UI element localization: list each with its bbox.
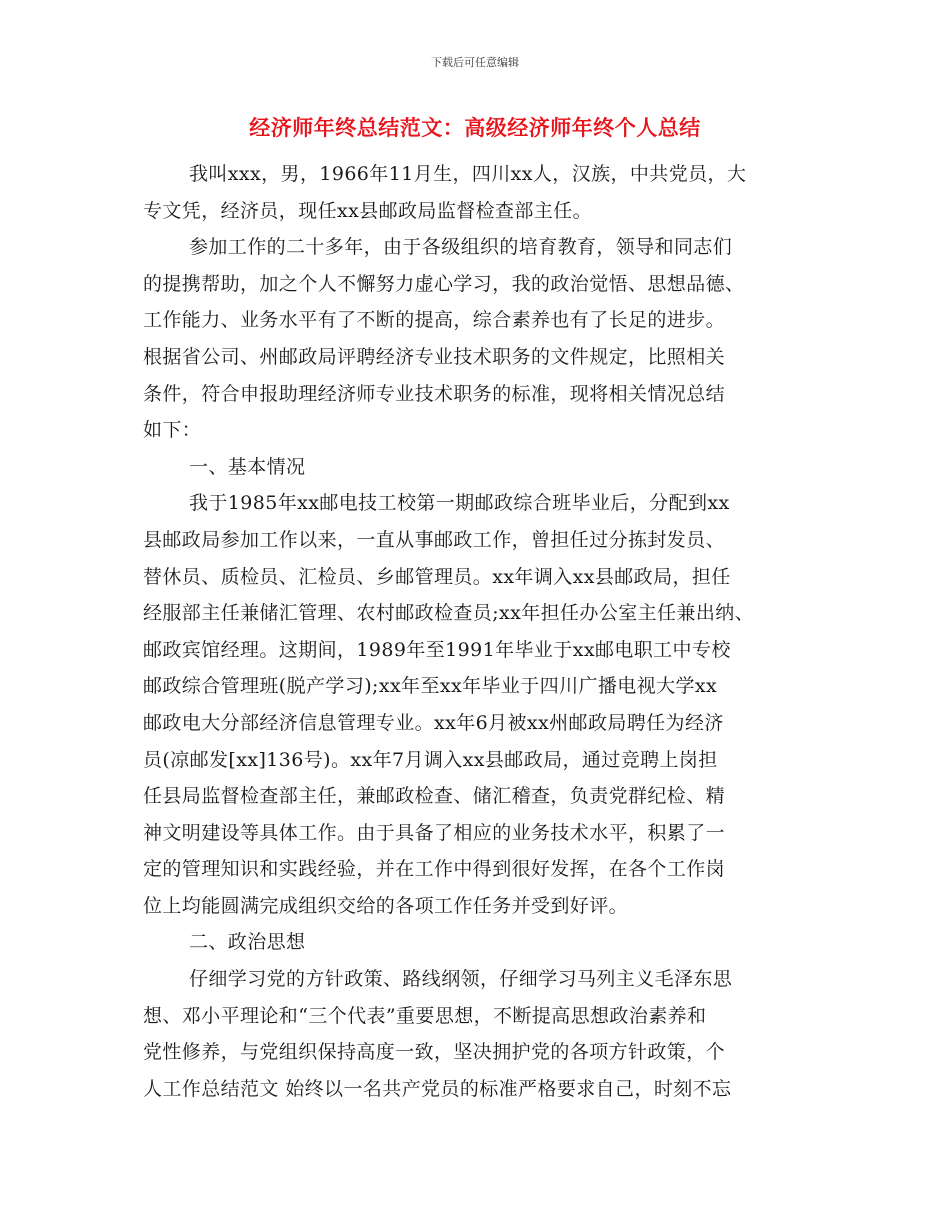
text-line: 员(凉邮发[xx]136号)。xx年7月调入xx县邮政局，通过竞聘上岗担 (143, 748, 718, 771)
text-line: 如下： (143, 419, 202, 442)
text-line: 一、基本情况 (189, 455, 306, 478)
text-line: 邮政电大分部经济信息管理专业。xx年6月被xx州邮政局聘任为经济 (143, 711, 724, 734)
text-line: 参加工作的二十多年，由于各级组织的培育教育，领导和同志们 (189, 236, 733, 259)
text-line: 二、政治思想 (189, 931, 306, 954)
text-line: 邮政综合管理班(脱产学习);xx年至xx年毕业于四川广播电视大学xx (143, 675, 718, 698)
header-note: 下载后可任意编辑 (431, 56, 519, 69)
document-body (143, 156, 833, 1107)
text-line: 经服部主任兼储汇管理、农村邮政检查员;xx年担任办公室主任兼出纳、 (143, 602, 755, 625)
text-line: 替休员、质检员、汇检员、乡邮管理员。xx年调入xx县邮政局，担任 (143, 565, 731, 588)
text-line: 党性修养，与党组织保持高度一致，坚决拥护党的各项方针政策，个 (143, 1041, 726, 1064)
text-line: 根据省公司、州邮政局评聘经济专业技术职务的文件规定，比照相关 (143, 345, 726, 368)
text-line: 我叫xxx，男，1966年11月生，四川xx人，汉族，中共党员，大 (189, 163, 747, 185)
document-title: 经济师年终总结范文：高级经济师年终个人总结 (249, 115, 701, 140)
text-line: 神文明建设等具体工作。由于具备了相应的业务技术水平，积累了一 (143, 821, 726, 844)
text-line: 专文凭，经济员，现任xx县邮政局监督检查部主任。 (143, 199, 593, 222)
text-line: 定的管理知识和实践经验，并在工作中得到很好发挥，在各个工作岗 (143, 858, 726, 881)
text-line: 人工作总结范文 始终以一名共产党员的标准严格要求自己，时刻不忘 (143, 1077, 732, 1100)
text-line: 条件，符合申报助理经济师专业技术职务的标准，现将相关情况总结 (143, 382, 726, 405)
text-line: 工作能力、业务水平有了不断的提高，综合素养也有了长足的进步。 (143, 309, 726, 332)
text-line: 仔细学习党的方针政策、路线纲领，仔细学习马列主义毛泽东思 (189, 968, 733, 991)
text-line: 任县局监督检查部主任，兼邮政检查、储汇稽查，负责党群纪检、精 (143, 785, 726, 808)
text-line: 我于1985年xx邮电技工校第一期邮政综合班毕业后，分配到xx (189, 492, 730, 515)
text-line: 的提携帮助，加之个人不懈努力虚心学习，我的政治觉悟、思想品德、 (143, 272, 745, 295)
text-line: 位上均能圆满完成组织交给的各项工作任务并受到好评。 (143, 894, 629, 917)
text-line: 邮政宾馆经理。这期间，1989年至1991年毕业于xx邮电职工中专校 (143, 638, 731, 661)
text-line: 县邮政局参加工作以来，一直从事邮政工作，曾担任过分拣封发员、 (143, 528, 726, 551)
text-line: 想、邓小平理论和“三个代表”重要思想，不断提高思想政治素养和 (143, 1004, 707, 1027)
